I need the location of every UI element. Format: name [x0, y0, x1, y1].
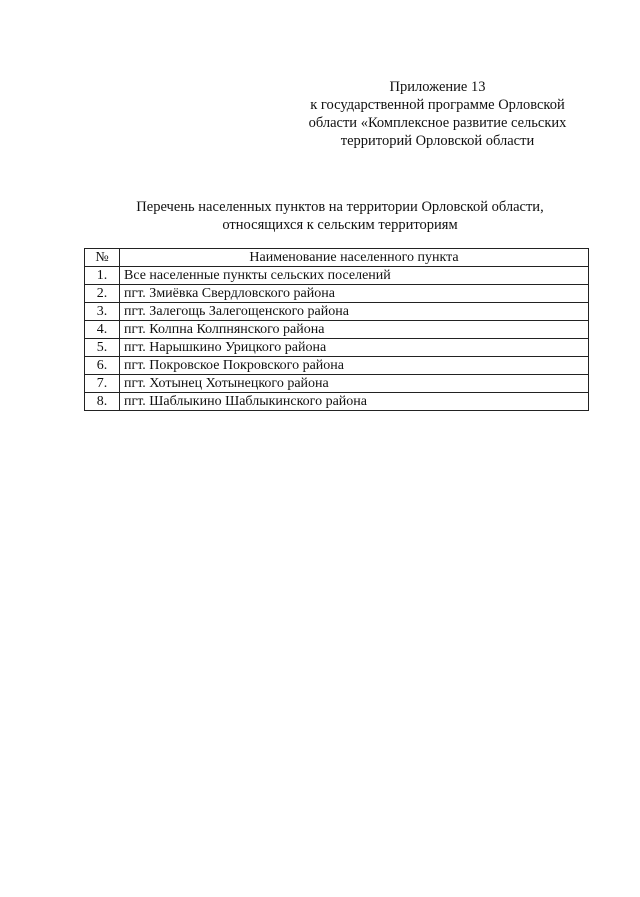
row-number: 6.: [85, 357, 120, 375]
settlement-name: пгт. Нарышкино Урицкого района: [120, 339, 589, 357]
appendix-line: Приложение 13: [389, 79, 486, 95]
table-row: [85, 339, 589, 357]
table-header-row: [85, 249, 589, 267]
column-header-name: Наименование населенного пункта: [120, 249, 589, 267]
row-number: 2.: [85, 285, 120, 303]
document-title: [80, 198, 600, 234]
settlement-name: пгт. Залегощь Залегощенского района: [120, 303, 589, 321]
title-line: относящихся к сельским территориям: [222, 217, 458, 233]
appendix-line: к государственной программе Орловской: [310, 97, 565, 113]
table-row: [85, 375, 589, 393]
row-number: 4.: [85, 321, 120, 339]
row-number: 3.: [85, 303, 120, 321]
table-row: [85, 357, 589, 375]
title-line: Перечень населенных пунктов на территории Орловской области,: [136, 199, 544, 215]
row-number: 8.: [85, 393, 120, 411]
table-row: [85, 393, 589, 411]
settlements-table: [84, 248, 589, 411]
table-row: [85, 267, 589, 285]
table-row: [85, 285, 589, 303]
settlement-name: пгт. Змиёвка Свердловского района: [120, 285, 589, 303]
table-row: [85, 321, 589, 339]
column-header-number: №: [85, 249, 120, 267]
settlement-name: пгт. Хотынец Хотынецкого района: [120, 375, 589, 393]
settlement-name: пгт. Покровское Покровского района: [120, 357, 589, 375]
row-number: 7.: [85, 375, 120, 393]
appendix-line: территорий Орловской области: [340, 133, 535, 149]
settlement-name: пгт. Колпна Колпнянского района: [120, 321, 589, 339]
settlement-name: Все населенные пункты сельских поселений: [120, 267, 589, 285]
row-number: 5.: [85, 339, 120, 357]
appendix-note: [250, 78, 625, 150]
appendix-line: области «Комплексное развитие сельских: [308, 115, 567, 131]
settlement-name: пгт. Шаблыкино Шаблыкинского района: [120, 393, 589, 411]
table-row: [85, 303, 589, 321]
row-number: 1.: [85, 267, 120, 285]
